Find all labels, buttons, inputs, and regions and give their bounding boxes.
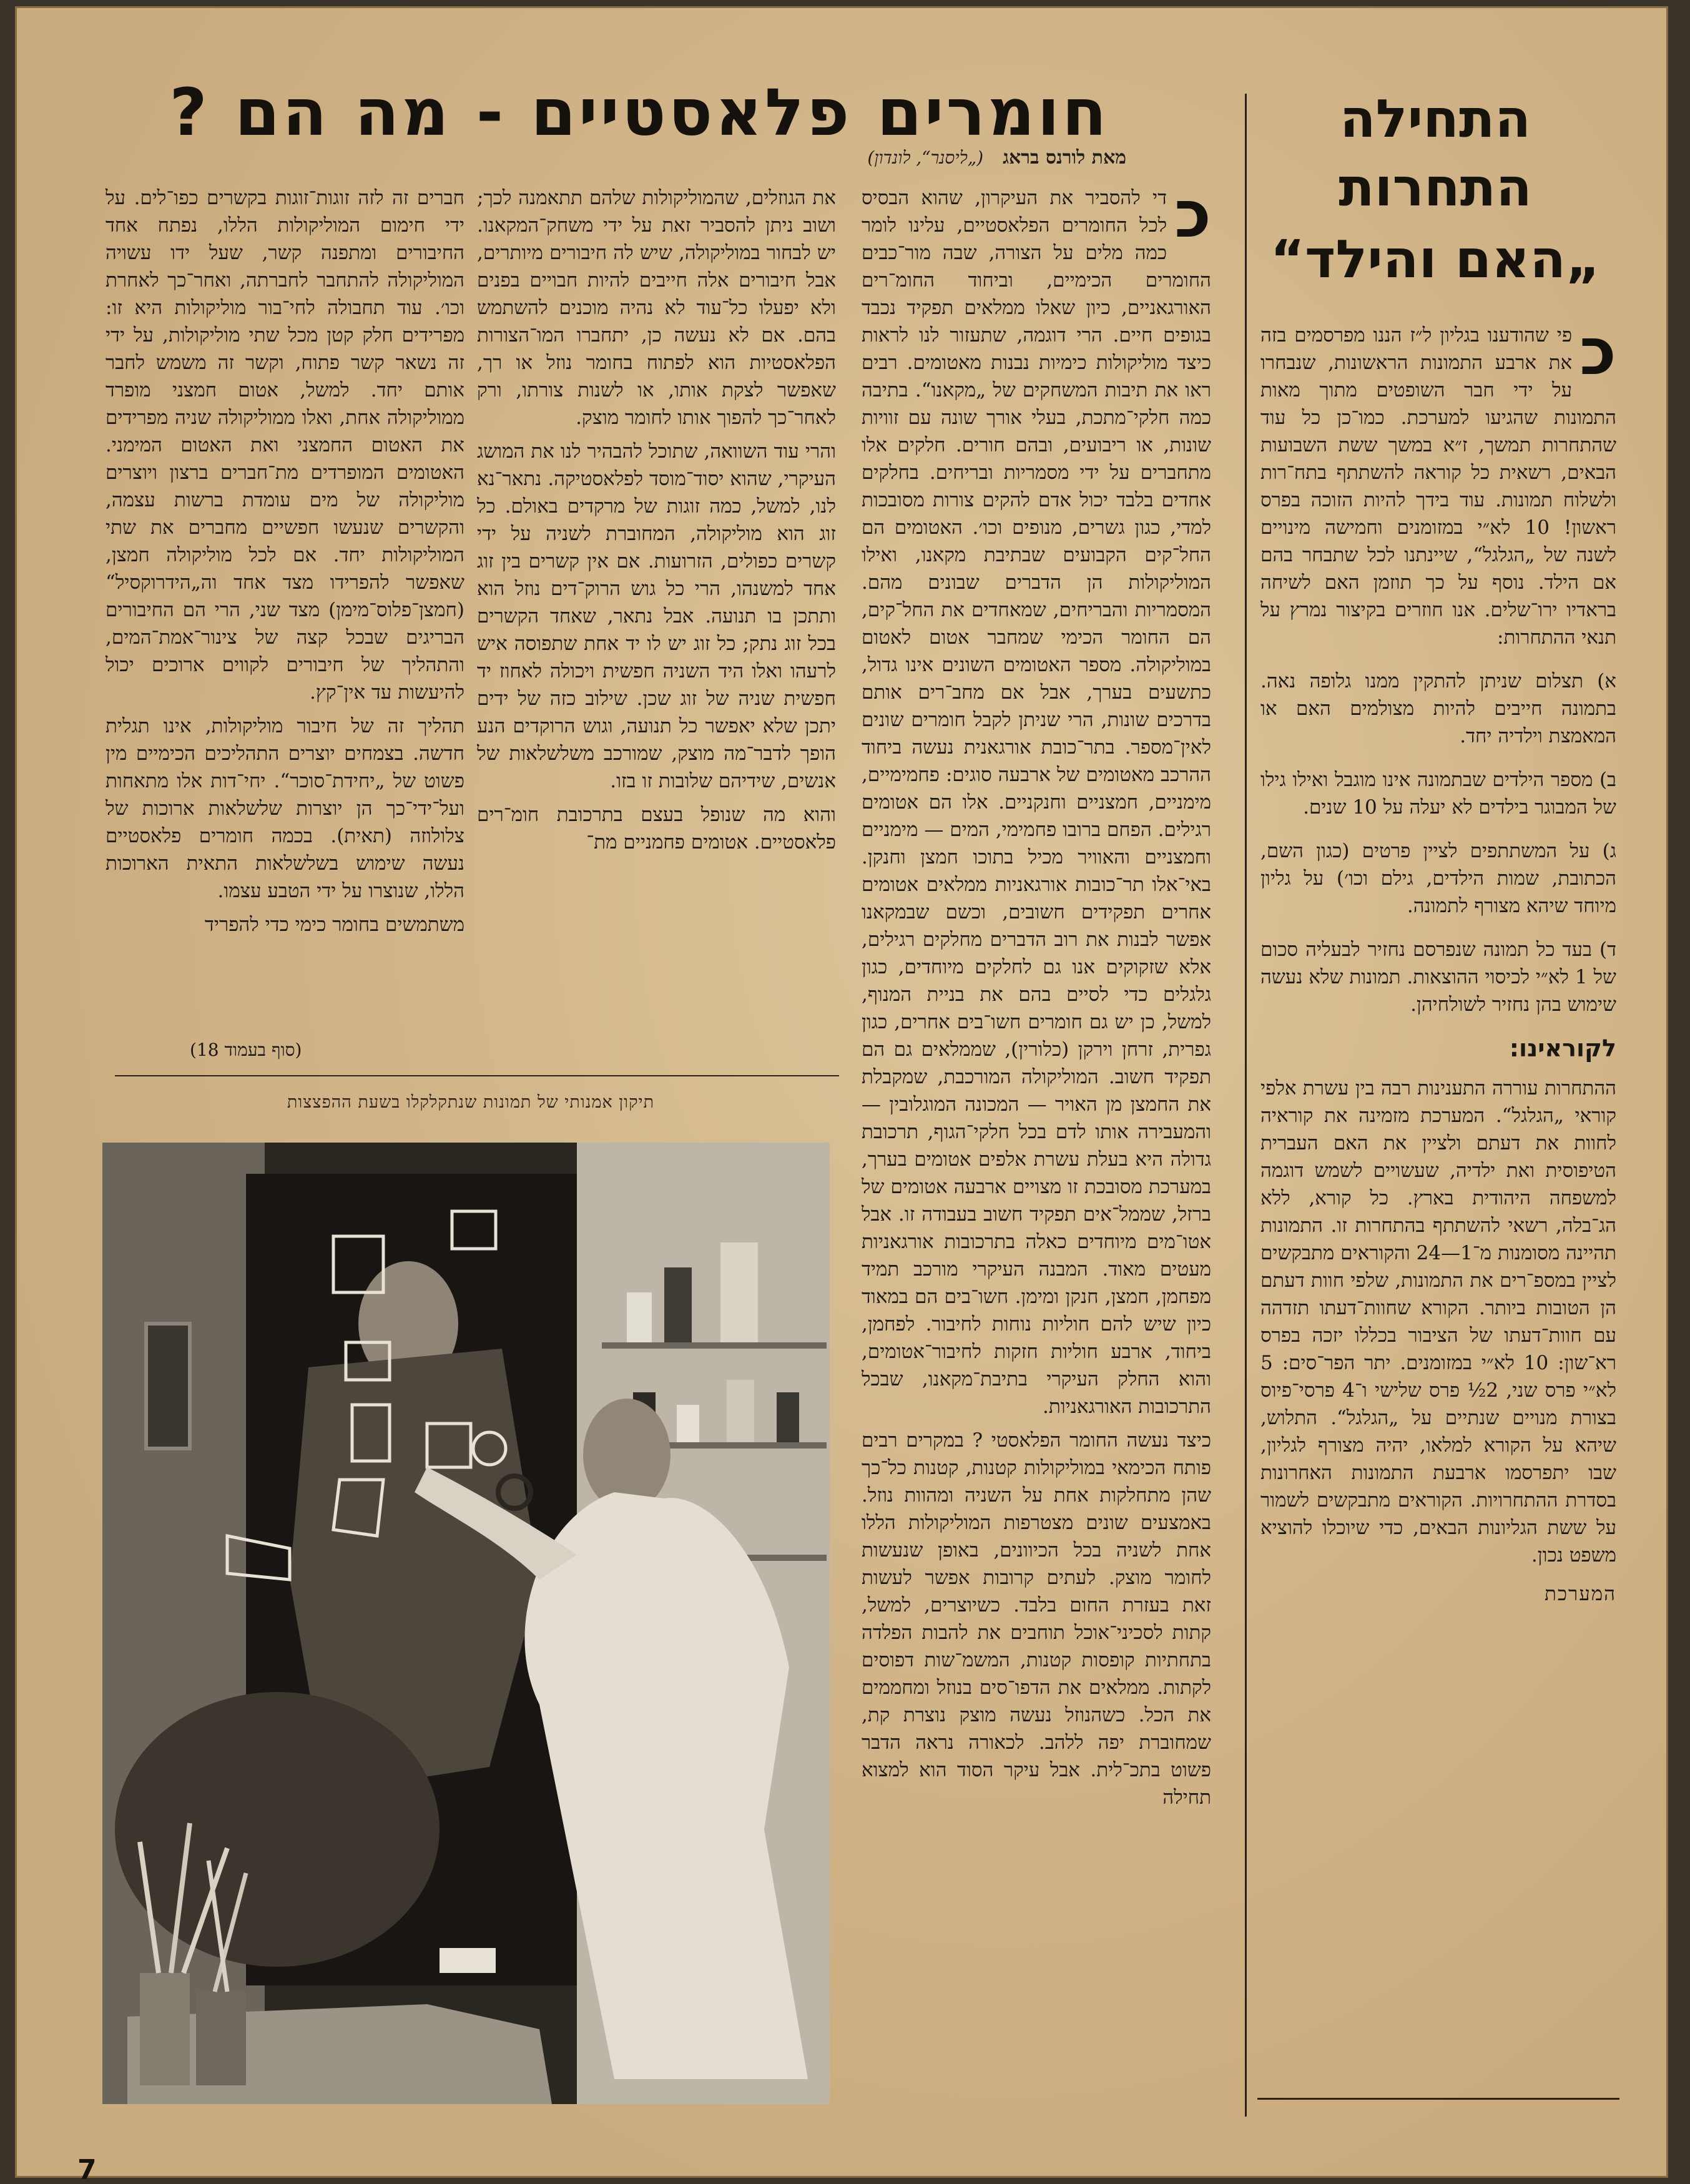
sidebar-body (1260, 322, 1616, 2088)
readers-text: ההתחרות עוררה התענינות רבה בין עשרת אלפי קוראי „הגלגל“. המערכת מזמינה את קוראיה לחוות את דעתם ולציין את האם העברית הטיפוסית ואת ילדיה, שעשויים לשמש דוגמה למשפחה היהודית בארץ. כל קורא, ללא הג־בלה, רשאי להשתתף בהתחרות זו. התמונות תהיינה מסומנות מ־1—24 והקוראים מתבקשים לציין במספ־רים את התמונות, שלפי חוות דעתם הן הטובות ביותר. הקורא שחוות־דעתו תזדהה עם חוות־דעתו של הציבור בכללו יזכה בפרס רא־שון: 10 לא״י במזומנים. יתר הפר־סים: 5 לא״י פרס שני, 2½ פרס שלישי ו־4 פרסי־פיוס בצורת מנויים שנתיים על „הגלגל“. התלוש, שיהא על הקורא למלאו, יהיה מצורף לגליון, שבו יתפרסמו ארבעת התמונות האחרונות בסדרת ההתחרויות. הקוראים מתבקשים לשמור על ששת הגליונות הבאים, כדי שיוכלו להוציא משפט נכון. (1260, 1077, 1616, 1567)
contest-rule: ד) בעד כל תמונה שנפרסם נחזיר לבעליה סכום של 1 לא״י לכיסוי ההוצאות. תמונות שלא נעשה שימוש בהן נחזיר לשולחיהן. (1260, 938, 1616, 1016)
sidebar-intro: פי שהודענו בגליון ל״ז הננו מפרסמים בזה את ארבע התמונות הראשונות, שנבחרו על ידי חבר השופטים מתוך מאות התמונות שהגיעו למערכת. כמו־כן כל עוד שהתחרות תמשך, ז״א במשך ששת השבועות הבאים, רשאית כל קוראה להשתתף בתח־רות ולשלוח תמונות. עוד בידך להיות הזוכה בפרס ראשון! 10 לא״י במזומנים וחמישה מינויים לשנה של „הגלגל“, שיינתנו לכל שתבחר בהם אם הילד. נוסף על כך תוזמן האם לשיחה בראדיו ירו־שלים. אנו חוזרים בקיצור נמרץ על תנאי ההתחרות: (1260, 324, 1616, 649)
byline-author: מאת לורנס בראג (1003, 147, 1126, 169)
article-paragraph: והרי עוד השוואה, שתוכל להבהיר לנו את המושג העיקרי, שהוא יסוד־מוסד לפלאסטיקה. נתאר־נא לנו, למשל, כמה זוגות של מרקדים באולם. כל זוג הוא מוליקולה, המחוברת לשניה על ידי קשרים כפולים, הזרועות. אם אין קשרים בין זוג אחד למשנהו, הרי כל גוש הרוק־דים נוזל הוא ותתכן בו תנועה. אבל נתאר, שאחד הקשרים בכל זוג נתק; כל זוג יש לו יד אחת שתפוסה איש לרעהו ואלו היד השניה חפשית ויכולה לאחוז יד חפשית שניה של זוג שכן. שילוב כזה של ידים יתכן שלא יאפשר כל תנועה, וגוש הרוקדים הנע הופך לדבר־מה מוצק, שמורכב משלשלאות של אנשים, שידיהם שלובות זו בזו. (477, 440, 836, 792)
column-divider (1245, 94, 1247, 2117)
article-dropcap: כ (1174, 184, 1211, 252)
article-column-1 (862, 184, 1211, 2120)
article-paragraph: כיצד נעשה החומר הפלאסטי ? במקרים רבים פותח הכימאי במוליקולות קטנות, קטנות כל־כך שהן מתחלקות אחת על השניה ומהוות נוזל. באמצעים שונים מצטרפות המוליקולות הללו אחת לשניה בכל הכיוונים, באופן שנעשות לחומר מוצק. לעתים קרובות אפשר לעשות זאת בעזרת החום בלבד. כשיוצרים, למשל, קתות לסכיני־אוכל תוחבים את להבות הפלדה בתחתיות קופסות קטנות, המשמ־שות דפוסים לקתות. ממלאים את הדפו־סים בנוזל ומחממים את הכל. כשהנוזל נעשה מוצק נוצרת קת, שמחוברת יפה ללהב. לכאורה נראה הדבר פשוט בתכ־לית. אבל עיקר הסוד הוא למצוא תחילה (862, 1429, 1211, 1809)
byline (464, 147, 1126, 174)
article-headline: חומרים פלאסטיים - מה הם ? (169, 74, 1109, 150)
sidebar-dropcap: כ (1579, 322, 1616, 390)
contest-rule: ב) מספר הילדים שבתמונה אינו מוגבל ואילו גילו של המבוגר בילדים לא יעלה על 10 שנים. (1260, 769, 1616, 819)
byline-source: („ליסנר“, לונדון) (867, 147, 984, 168)
article-paragraph: תהליך זה של חיבור מוליקולות, אינו תגלית חדשה. בצמחים יוצרים התהליכים הכימיים מין פשוט של „יחידת־סוכר“. יחי־דות אלו מתאחות ועל־ידי־כך הן יוצרות שלשלאות ארוכות של צלולוזה (תאית). בכמה חומרים פלאסטיים נעשה שימוש בשלשלאות התאית הארוכות הללו, שנוצרו על ידי הטבע עצמו. (106, 715, 464, 902)
photo-image (102, 1143, 830, 2104)
article-paragraph: את הגוזלים, שהמוליקולות שלהם תתאמנה לכך; ושוב ניתן להסביר זאת על ידי משחק־המקאנו. יש לבחור במוליקולה, שיש לה חיבורים מיותרים, אבל חיבורים אלה חייבים להיות חבויים בפנים ולא יפעלו כל־עוד לא נהיה מוכנים להשתמש בהם. אם לא נעשה כן, יתחברו המו־הצורות הפלאסטיות הוא לפתוח בחומר נוזל או רך, שאפשר לצקת אותו, או לשנות צורתו, ורק לאחר־כך להפוך אותו לחומר מוצק. (477, 187, 836, 429)
caption-rule (115, 1075, 839, 1076)
contest-rule: א) תצלום שניתן להתקין ממנו גלופה נאה. בתמונה חייבים להיות מצולמים האם או המאמצת וילדיה יחד. (1260, 670, 1616, 747)
photo-caption: תיקון אמנותי של תמונות שנתקלקלו בשעת ההפצצות (287, 1093, 655, 1112)
readers-heading: לקוראינו: (1509, 1035, 1616, 1062)
article-column-2 (477, 184, 836, 1058)
sidebar-title-line-2: התחרות (1339, 157, 1532, 218)
photo-restorer-at-work (102, 1143, 830, 2104)
article-paragraph: די להסביר את העיקרון, שהוא הבסיס לכל החומרים הפלאסטיים, עלינו לומר כמה מלים על הצורה, שבה מור־כבים החומרים הכימיים, וביחוד החומ־רים האורגאניים, כיון שאלו ממלאים תפקיד נכבד בגופים חיים. הרי דוגמה, שתעזור לנו לראות כיצד מוליקולות כימיות נבנות מאטומים. רבים ראו את תיבות המשחקים של „מקאנו“. בתיבה כמה חלקי־מתכת, בעלי אורך שונה עם זוויות שונות, או ריבועים, ובהם חורים. חלקים אלו מתחברים על ידי מסמריות ובריחים. בחלקים אחדים בלבד יכול אדם להקים צורות מסובכות למדי, כגון גשרים, מנופים וכו׳. האטומים הם החל־קים הקבועים שבתיבת מקאנו, ואילו המוליקולות הן הדברים שבונים מהם. המסמריות והבריחים, שמאחדים את החל־קים, הם החומר הכימי שמחבר אטום לאטום במוליקולה. מספר האטומים השונים אינו גדול, כתשעים בערך, אבל אם מחב־רים אותם בדרכים שונות, הרי שניתן לקבל חומרים שונים לאין־מספר. בתר־כובת אורגאנית נעשה ביחוד ההרכב מאטומים של ארבעה סוגים: פחמימיים, מימניים, חמצניים וחנקניים. אלו הם אטומים רגילים. הפחם ברובו פחמימי, המים — מימניים וחמצניים והאוויר מכיל בתוכו חמצן וחנקן. באי־אלו תר־כובות אורגאניות ממלאים אטומים אחרים תפקידים חשובים, וכשם שבמקאנו אפשר לבנות את רוב הדברים מחלקים רגילים, אלא שזקוקים אנו גם לחלקים מיוחדים, כגון גלגלים כדי לסיים בהם את בניית המנוף, למשל, כן יש גם חומרים חשו־בים אחרים, כגון גפרית, זרחן וירקן (כלורין), שממלאים גם הם תפקיד חשוב. המוליקולה המורכבת, שמקבלת את החמצן מן האויר — המכונה המוגלובין — והמעבירה אותו לדם בכל חלקי־הגוף, תרכובת גדולה היא בעלת עשרת אלפים אטומים בערך, במערכת מסובכת זו מצויים ארבעה אטומים של ברזל, שממל־אים תפקיד חשוב בעבודה זו. אבל אטו־מים מיוחדים כאלה בתרכובות אורגאניות מעטים מאוד. המבנה העיקרי מורכב תמיד מפחמן, חמצן, חנקן ומימן. חשו־בים הם במאוד כיון שיש להם חוליות נוחות לחיבור. לפחמן, ביחוד, ארבע חוליות חזקות לחיבור־אטומים, והוא החלק העיקרי בתיבת־מקאנו, שבכל התרכובות האורגאניות. (862, 187, 1211, 1418)
sidebar-bottom-rule (1257, 2098, 1619, 2100)
article-paragraph: משתמשים בחומר כימי כדי להפריד (204, 913, 464, 936)
magazine-page (15, 6, 1668, 2184)
contest-rule: ג) על המשתתפים לציין פרטים (כגון השם, הכתובת, שמות הילדים, גילם וכו׳) על גליון מיוחד שיהא מצורף לתמונה. (1260, 840, 1616, 917)
continued-note: (סוף בעמוד 18) (190, 1040, 302, 1060)
article-paragraph: חברים זה לזה זוגות־זוגות בקשרים כפו־לים. על ידי חימום המוליקולות הללו, נפתח אחד החיבורים ומתפנה קשר, שעל ידו עשויה המוליקולה להתחבר לחברתה, ואחר־כך לאחרת וכו׳. עוד תחבולה לחי־בור מוליקולות היא זו: מפרידים חלק קטן מכל שתי מוליקולות, על ידי זה נשאר קשר פתוח, וקשר זה משמש לחבר אותם יחד. למשל, אטום חמצני מופרד ממוליקולה אחת, ואלו ממוליקולה שניה מפרידים את האטום החמצני ואת האטום המימני. האטומים המופרדים מת־חברים ברצון ויוצרים מוליקולה של מים עומדת ברשות עצמה, והקשרים שנעשו חפשיים מחברים את שתי המוליקולות יחד. אם לכל מוליקולה חמצן, שאפשר להפרידו מצד אחד וה„הידרוקסיל“ (חמצן־פלוס־מימן) מצד שני, הרי הם החיבורים הבריגים שבכל קצה של צינור־אמת־המים, והתהליך של חיבורים לקווים ארוכים יכול להיעשות עד אין־קץ. (106, 187, 464, 704)
page-number: 7 (77, 2154, 97, 2184)
article-column-3 (106, 184, 464, 1058)
article-paragraph: והוא מה שנופל בעצם בתרכובת חומ־רים פלאסטיים. אטומים פחמניים מת־ (477, 804, 836, 853)
sidebar-title-line-3: „האם והילד“ (1270, 229, 1601, 290)
sidebar-title-line-1: התחילה (1339, 88, 1531, 149)
editorial-signature: המערכת (1544, 1583, 1616, 1605)
